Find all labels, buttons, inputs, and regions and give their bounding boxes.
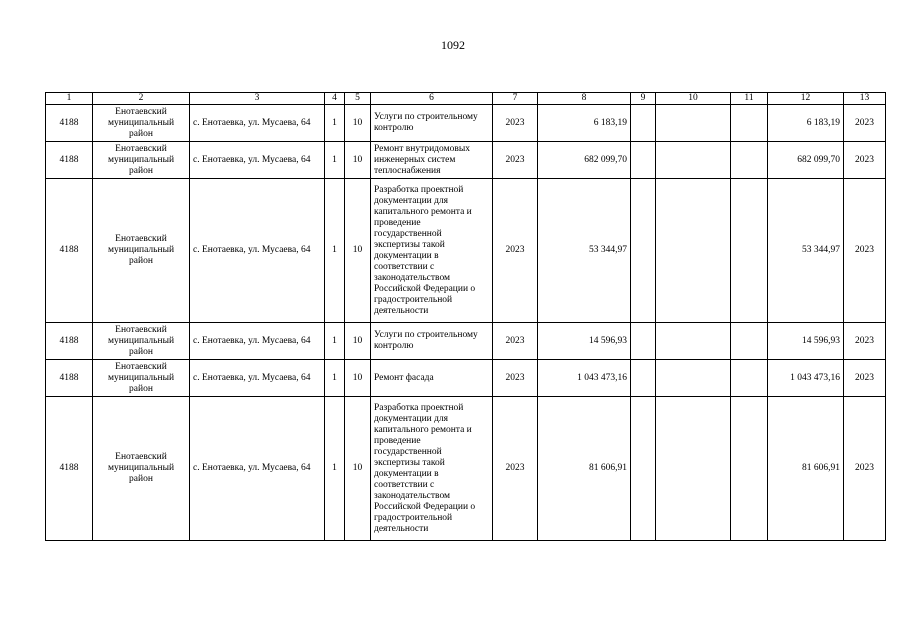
cell-end-year: 2023 [844, 323, 886, 360]
cell-col4: 1 [325, 360, 345, 397]
cell-col5: 10 [345, 142, 371, 179]
column-header: 11 [731, 93, 768, 105]
column-header: 6 [371, 93, 493, 105]
cell-col4: 1 [325, 179, 345, 323]
cell-col9 [631, 179, 656, 323]
column-header: 9 [631, 93, 656, 105]
cell-col10 [656, 179, 731, 323]
cell-col11 [731, 142, 768, 179]
cell-total: 1 043 473,16 [538, 360, 631, 397]
cell-district: Енотаевский муниципальный район [93, 179, 190, 323]
cell-work-type: Разработка проектной документации для капитального ремонта и проведение государственной экспертизы такой документации в соответствии с законодательством Российской Федерации о градостроительной деятельности [371, 397, 493, 541]
cell-end-year: 2023 [844, 360, 886, 397]
cell-number: 4188 [46, 360, 93, 397]
cell-year: 2023 [493, 323, 538, 360]
cell-work-type: Услуги по строительному контролю [371, 105, 493, 142]
cell-number: 4188 [46, 397, 93, 541]
cell-col9 [631, 397, 656, 541]
cell-col11 [731, 105, 768, 142]
cell-address: с. Енотаевка, ул. Мусаева, 64 [190, 142, 325, 179]
cell-amount: 682 099,70 [768, 142, 844, 179]
cell-col4: 1 [325, 397, 345, 541]
cell-district: Енотаевский муниципальный район [93, 142, 190, 179]
column-header: 12 [768, 93, 844, 105]
cell-address: с. Енотаевка, ул. Мусаева, 64 [190, 179, 325, 323]
cell-year: 2023 [493, 142, 538, 179]
cell-address: с. Енотаевка, ул. Мусаева, 64 [190, 360, 325, 397]
cell-total: 6 183,19 [538, 105, 631, 142]
cell-amount: 14 596,93 [768, 323, 844, 360]
cell-total: 682 099,70 [538, 142, 631, 179]
cell-col9 [631, 105, 656, 142]
cell-district: Енотаевский муниципальный район [93, 323, 190, 360]
cell-work-type: Услуги по строительному контролю [371, 323, 493, 360]
cell-col10 [656, 397, 731, 541]
cell-col10 [656, 142, 731, 179]
cell-year: 2023 [493, 360, 538, 397]
cell-col5: 10 [345, 323, 371, 360]
cell-number: 4188 [46, 105, 93, 142]
column-header: 2 [93, 93, 190, 105]
cell-district: Енотаевский муниципальный район [93, 105, 190, 142]
column-header: 5 [345, 93, 371, 105]
column-header: 10 [656, 93, 731, 105]
cell-district: Енотаевский муниципальный район [93, 397, 190, 541]
cell-total: 14 596,93 [538, 323, 631, 360]
page-number: 1092 [441, 38, 465, 52]
cell-work-type: Ремонт фасада [371, 360, 493, 397]
cell-year: 2023 [493, 179, 538, 323]
cell-col9 [631, 323, 656, 360]
cell-amount: 1 043 473,16 [768, 360, 844, 397]
registry-table [45, 92, 886, 541]
column-header: 13 [844, 93, 886, 105]
cell-col5: 10 [345, 397, 371, 541]
table-row [46, 323, 886, 360]
cell-amount: 53 344,97 [768, 179, 844, 323]
cell-col4: 1 [325, 323, 345, 360]
cell-number: 4188 [46, 179, 93, 323]
column-header: 1 [46, 93, 93, 105]
cell-col4: 1 [325, 105, 345, 142]
column-number-row [46, 93, 886, 105]
cell-col5: 10 [345, 105, 371, 142]
cell-district: Енотаевский муниципальный район [93, 360, 190, 397]
cell-end-year: 2023 [844, 397, 886, 541]
cell-work-type: Разработка проектной документации для капитального ремонта и проведение государственной экспертизы такой документации в соответствии с законодательством Российской Федерации о градостроительной деятельности [371, 179, 493, 323]
cell-col5: 10 [345, 179, 371, 323]
cell-col11 [731, 360, 768, 397]
cell-total: 53 344,97 [538, 179, 631, 323]
column-header: 3 [190, 93, 325, 105]
table-row [46, 360, 886, 397]
column-header: 7 [493, 93, 538, 105]
cell-col10 [656, 323, 731, 360]
table-row [46, 179, 886, 323]
cell-col5: 10 [345, 360, 371, 397]
column-header: 4 [325, 93, 345, 105]
cell-col10 [656, 105, 731, 142]
cell-end-year: 2023 [844, 142, 886, 179]
cell-col11 [731, 397, 768, 541]
cell-amount: 81 606,91 [768, 397, 844, 541]
cell-col11 [731, 179, 768, 323]
cell-number: 4188 [46, 142, 93, 179]
cell-amount: 6 183,19 [768, 105, 844, 142]
cell-work-type: Ремонт внутридомовых инженерных систем теплоснабжения [371, 142, 493, 179]
column-header: 8 [538, 93, 631, 105]
cell-number: 4188 [46, 323, 93, 360]
cell-address: с. Енотаевка, ул. Мусаева, 64 [190, 323, 325, 360]
cell-total: 81 606,91 [538, 397, 631, 541]
cell-end-year: 2023 [844, 105, 886, 142]
table-row [46, 142, 886, 179]
cell-address: с. Енотаевка, ул. Мусаева, 64 [190, 397, 325, 541]
cell-year: 2023 [493, 105, 538, 142]
table-row [46, 397, 886, 541]
cell-col9 [631, 360, 656, 397]
cell-address: с. Енотаевка, ул. Мусаева, 64 [190, 105, 325, 142]
cell-end-year: 2023 [844, 179, 886, 323]
cell-col11 [731, 323, 768, 360]
cell-col4: 1 [325, 142, 345, 179]
table-row [46, 105, 886, 142]
cell-col9 [631, 142, 656, 179]
cell-col10 [656, 360, 731, 397]
cell-year: 2023 [493, 397, 538, 541]
